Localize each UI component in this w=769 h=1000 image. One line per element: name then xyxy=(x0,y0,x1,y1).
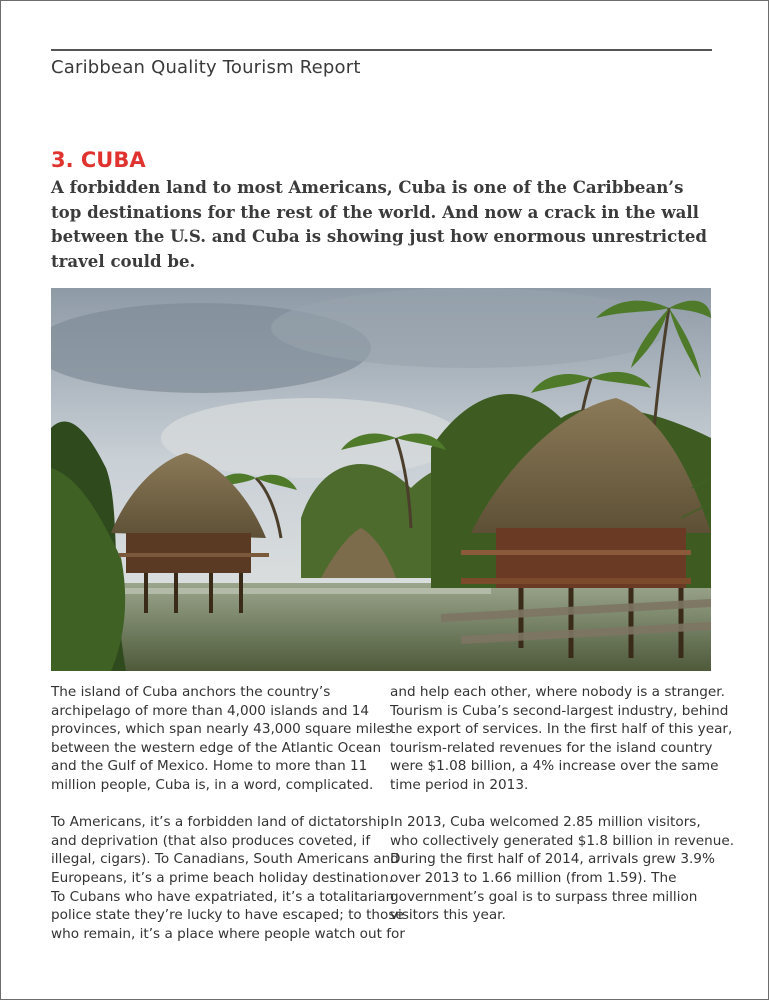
body-line: To Americans, it’s a forbidden land of dictatorship xyxy=(51,814,390,831)
body-column-right xyxy=(390,683,735,943)
body-line: archipelago of more than 4,000 islands and 14 xyxy=(51,702,370,719)
lede-line: between the U.S. and Cuba is showing just how enormous unrestricted xyxy=(51,226,708,246)
body-line: The island of Cuba anchors the country’s xyxy=(51,684,331,700)
section-lede xyxy=(51,175,708,273)
paragraph xyxy=(51,683,392,795)
paragraph xyxy=(51,813,405,943)
body-line: illegal, cigars). To Canadians, South Americans and xyxy=(51,851,399,868)
lagoon-huts-photo xyxy=(51,288,711,671)
section-title: 3. CUBA xyxy=(51,148,146,172)
body-line: Europeans, it’s a prime beach holiday destination. xyxy=(51,869,393,886)
body-line: Tourism is Cuba’s second-largest industry, behind xyxy=(390,702,729,719)
body-line: time period in 2013. xyxy=(390,776,529,793)
body-line: over 2013 to 1.66 million (from 1.59). The xyxy=(390,869,677,886)
lede-line: A forbidden land to most Americans, Cuba is one of the Caribbean’s xyxy=(51,177,684,197)
body-line: and deprivation (that also produces coveted, if xyxy=(51,832,371,849)
body-line: who remain, it’s a place where people watch out for xyxy=(51,925,405,942)
body-line: government’s goal is to surpass three million xyxy=(390,888,698,905)
lede-line: top destinations for the rest of the world. And now a crack in the wall xyxy=(51,201,699,222)
body-line: who collectively generated $1.8 billion in revenue. xyxy=(390,832,735,849)
body-line: the export of services. In the first half of this year, xyxy=(390,721,733,738)
body-line: police state they’re lucky to have escaped; to those xyxy=(51,907,404,924)
paragraph xyxy=(390,813,735,925)
body-line: To Cubans who have expatriated, it’s a totalitarian xyxy=(51,888,395,905)
body-column-left xyxy=(51,683,405,962)
body-line: visitors this year. xyxy=(390,907,506,924)
body-line: In 2013, Cuba welcomed 2.85 million visitors, xyxy=(390,814,701,831)
body-line: and the Gulf of Mexico. Home to more than 11 xyxy=(51,758,368,775)
body-line: tourism-related revenues for the island country xyxy=(390,739,713,756)
body-line: between the western edge of the Atlantic Ocean xyxy=(51,739,382,756)
paragraph xyxy=(390,683,733,795)
body-line: and help each other, where nobody is a stranger. xyxy=(390,684,725,700)
body-line: were $1.08 billion, a 4% increase over the same xyxy=(390,758,719,775)
body-line: During the first half of 2014, arrivals grew 3.9% xyxy=(390,851,715,868)
body-line: million people, Cuba is, in a word, complicated. xyxy=(51,776,374,793)
header-rule xyxy=(51,49,712,51)
lede-line: travel could be. xyxy=(51,250,196,271)
body-line: provinces, which span nearly 43,000 square miles xyxy=(51,721,392,738)
running-header-title: Caribbean Quality Tourism Report xyxy=(51,57,361,78)
